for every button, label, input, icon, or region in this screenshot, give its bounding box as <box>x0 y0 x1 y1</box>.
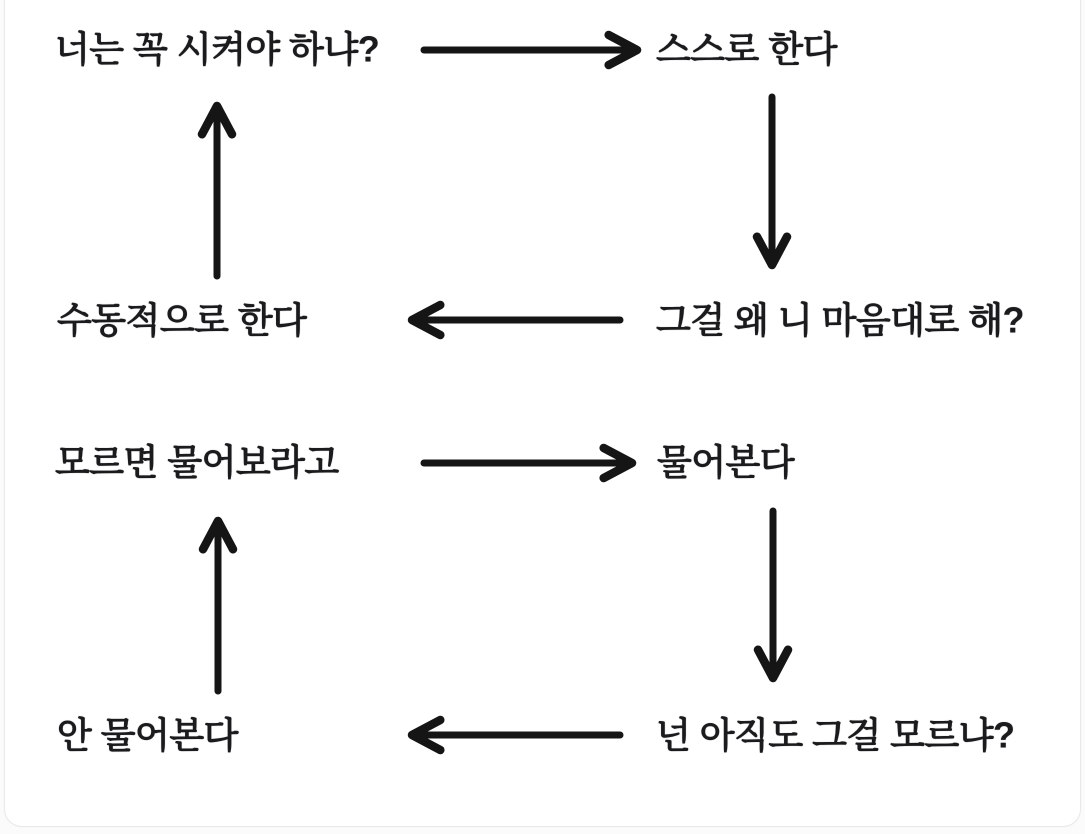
node-not-ask: 안 물어본다 <box>57 714 238 756</box>
arrow-asks-to-still-dont-know <box>758 511 788 678</box>
node-asks: 물어본다 <box>657 441 795 483</box>
arrow-ask-order-to-do-self <box>424 35 637 65</box>
node-still-dont-know: 넌 아직도 그걸 모르냐? <box>656 714 1015 756</box>
arrow-why-your-way-to-passive <box>412 305 620 335</box>
node-ask-order: 너는 꼭 시켜야 하냐? <box>55 28 380 70</box>
node-do-self: 스스로 한다 <box>656 28 837 70</box>
arrow-not-ask-to-told-to-ask <box>203 521 233 691</box>
arrow-passive-to-ask-order <box>202 106 232 276</box>
node-passive: 수동적으로 한다 <box>57 299 307 341</box>
arrow-still-dont-know-to-not-ask <box>412 720 620 750</box>
arrow-do-self-to-why-your-way <box>757 97 787 265</box>
node-told-to-ask: 모르면 물어보라고 <box>55 441 339 483</box>
arrow-told-to-ask-to-asks <box>424 448 632 478</box>
node-why-your-way: 그걸 왜 니 마음대로 해? <box>656 299 1024 341</box>
